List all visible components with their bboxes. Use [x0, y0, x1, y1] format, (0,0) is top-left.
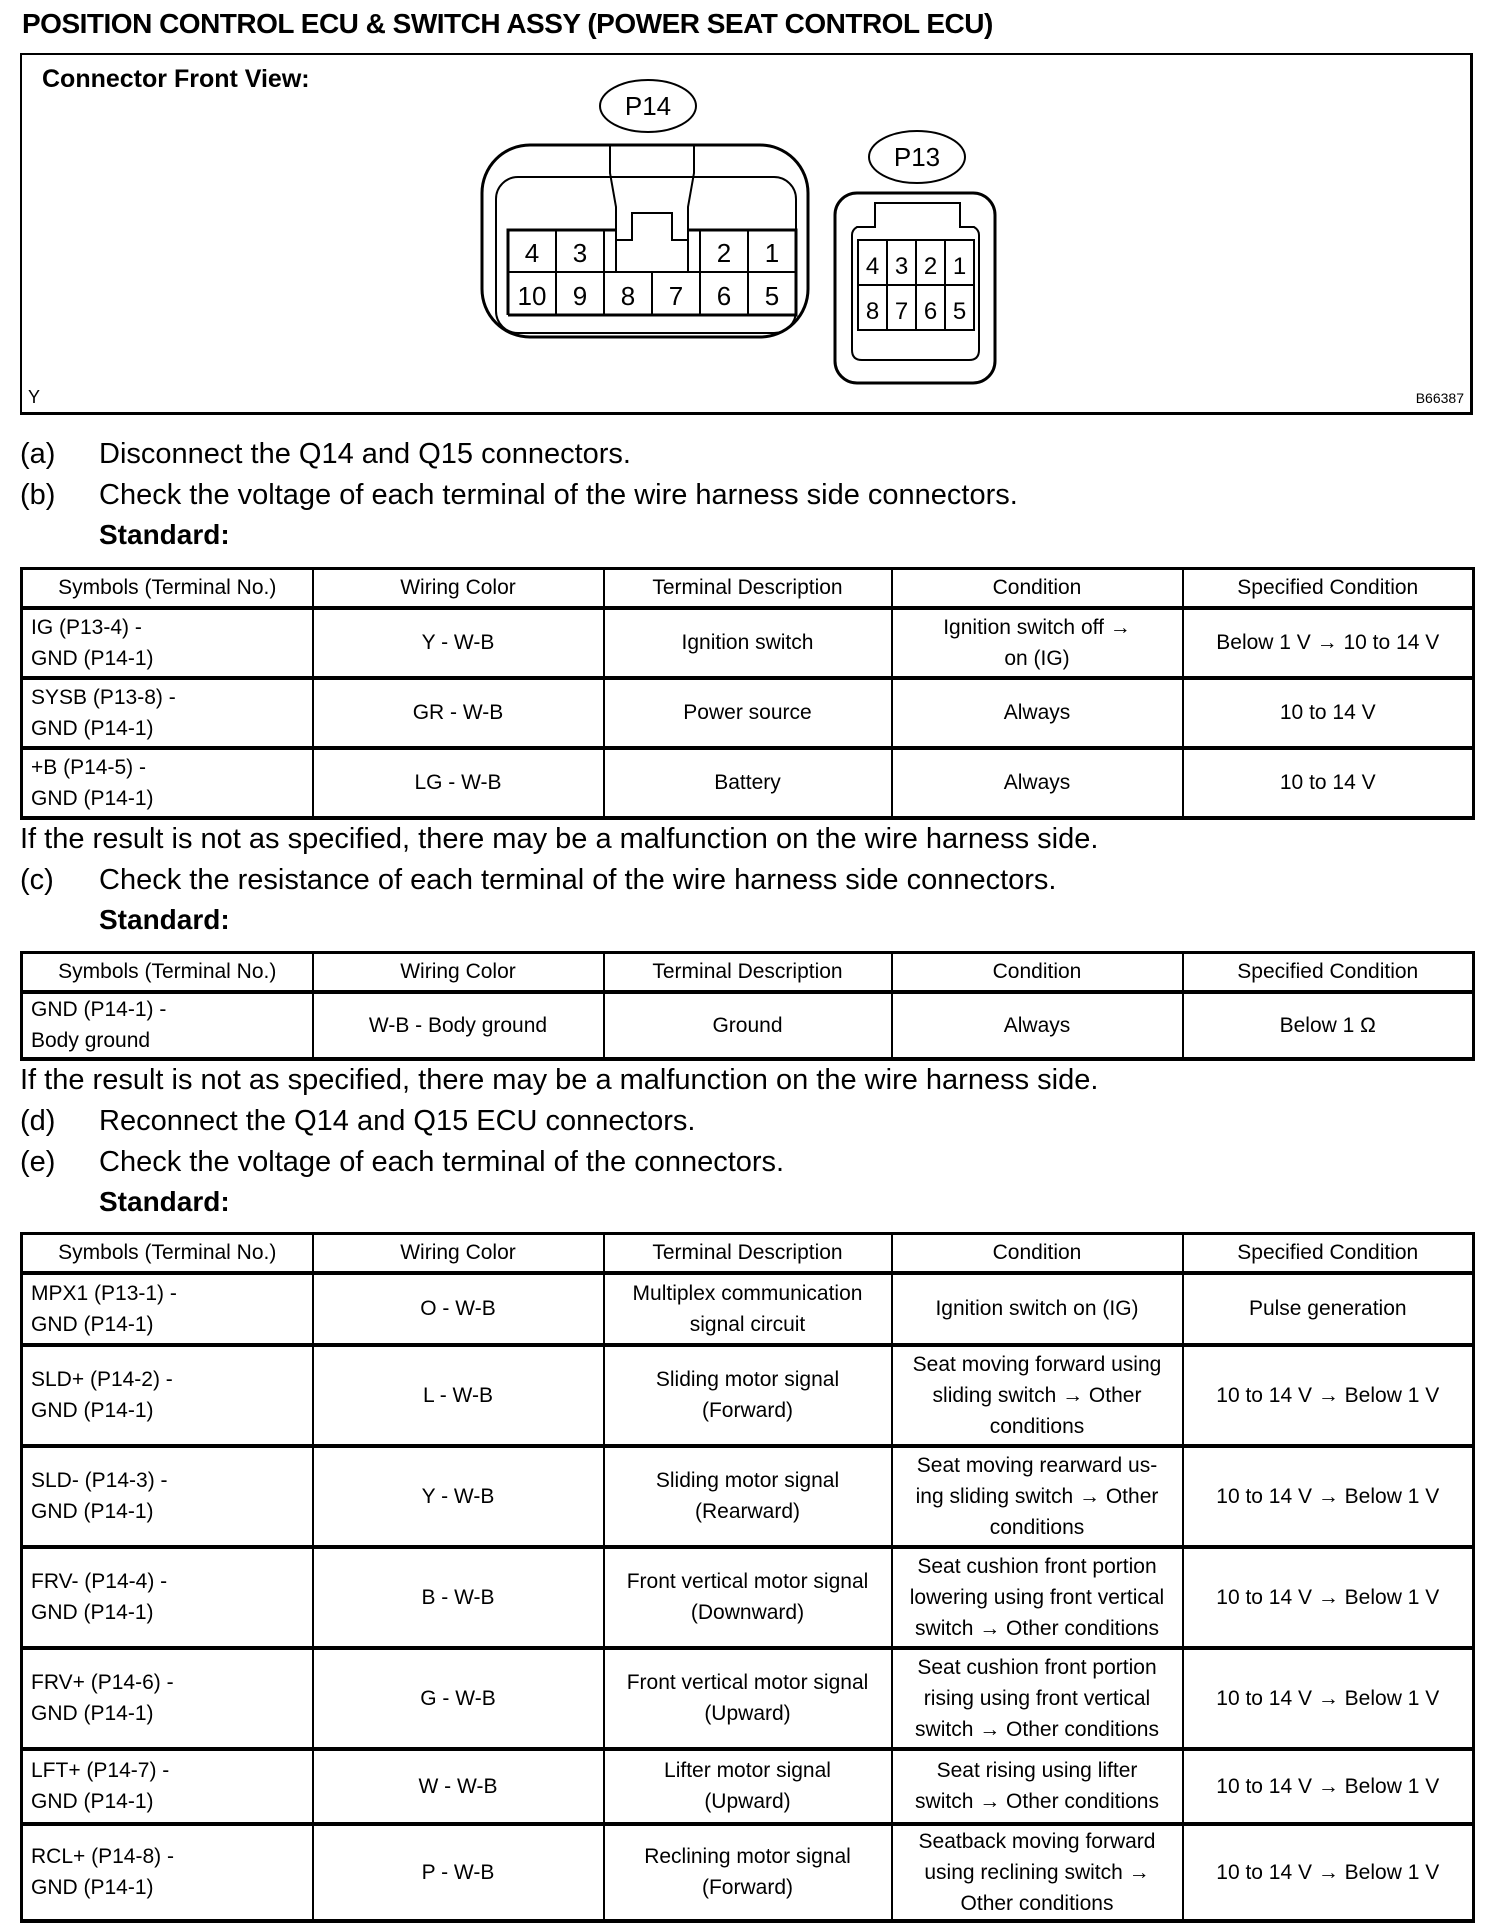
table-cell: RCL+ (P14-8) - GND (P14-1)	[22, 1824, 313, 1921]
column-header: Terminal Description	[604, 953, 892, 992]
table-cell: Below 1 Ω	[1183, 992, 1474, 1059]
table-cell: Ignition switch	[604, 608, 892, 678]
step-label: (b)	[20, 479, 56, 511]
voltage-table-harness	[20, 567, 1475, 820]
table-row	[22, 748, 1474, 818]
table-cell: Front vertical motor signal (Downward)	[604, 1547, 892, 1648]
table-cell: W - W-B	[313, 1749, 604, 1824]
terminal-number: 10	[517, 281, 547, 311]
terminal-number: 4	[524, 238, 540, 268]
column-header: Symbols (Terminal No.)	[22, 1234, 313, 1273]
table-cell: MPX1 (P13-1) - GND (P14-1)	[22, 1273, 313, 1345]
step-e	[20, 1146, 784, 1179]
table-row	[22, 992, 1474, 1059]
p14-label: P14	[624, 91, 672, 121]
terminal-number: 8	[620, 281, 636, 311]
step-label: (d)	[20, 1105, 56, 1137]
column-header: Terminal Description	[604, 569, 892, 608]
table-cell: FRV- (P14-4) - GND (P14-1)	[22, 1547, 313, 1648]
table-cell: Y - W-B	[313, 1446, 604, 1547]
table-cell: Seat rising using lifter switch → Other conditions	[892, 1749, 1183, 1824]
table-cell: Always	[892, 748, 1183, 818]
table-cell: 10 to 14 V → Below 1 V	[1183, 1749, 1474, 1824]
standard-label: Standard:	[99, 519, 230, 550]
table-row	[22, 1446, 1474, 1547]
standard-label: Standard:	[99, 1186, 230, 1217]
table-cell: +B (P14-5) - GND (P14-1)	[22, 748, 313, 818]
table-cell: Power source	[604, 678, 892, 748]
terminal-number: 5	[952, 298, 967, 325]
table-cell: Y - W-B	[313, 608, 604, 678]
terminal-number: 7	[668, 281, 684, 311]
table-header-row	[22, 1234, 1474, 1273]
table-cell: Lifter motor signal (Upward)	[604, 1749, 892, 1824]
terminal-number: 9	[572, 281, 588, 311]
table-cell: Below 1 V → 10 to 14 V	[1183, 608, 1474, 678]
column-header: Symbols (Terminal No.)	[22, 953, 313, 992]
table-row	[22, 1749, 1474, 1824]
step-label: (e)	[20, 1146, 56, 1178]
step-label: (a)	[20, 438, 56, 470]
table-row	[22, 678, 1474, 748]
result-note: If the result is not as specified, there may be a malfunction on the wire harness side.	[20, 823, 1099, 855]
column-header: Specified Condition	[1183, 569, 1474, 608]
table-cell: Always	[892, 992, 1183, 1059]
terminal-number: 5	[764, 281, 780, 311]
terminal-number: 2	[923, 253, 938, 280]
step-text: Check the resistance of each terminal of the wire harness side connectors.	[99, 864, 1057, 896]
terminal-number: 3	[894, 253, 909, 280]
step-label: (c)	[20, 864, 54, 896]
table-cell: Ground	[604, 992, 892, 1059]
terminal-number: 1	[764, 238, 780, 268]
column-header: Condition	[892, 569, 1183, 608]
table-cell: 10 to 14 V → Below 1 V	[1183, 1446, 1474, 1547]
table-cell: 10 to 14 V → Below 1 V	[1183, 1824, 1474, 1921]
table-row	[22, 1547, 1474, 1648]
table-row	[22, 1648, 1474, 1749]
table-cell: LFT+ (P14-7) - GND (P14-1)	[22, 1749, 313, 1824]
table-cell: FRV+ (P14-6) - GND (P14-1)	[22, 1648, 313, 1749]
table-cell: LG - W-B	[313, 748, 604, 818]
page-title: POSITION CONTROL ECU & SWITCH ASSY (POWER SEAT CONTROL ECU)	[22, 8, 993, 39]
terminal-number: 7	[894, 298, 909, 325]
terminal-number: 1	[952, 253, 967, 280]
table-cell: W-B - Body ground	[313, 992, 604, 1059]
table-cell: Seat moving rearward us- ing sliding switch → Other conditions	[892, 1446, 1183, 1547]
table-cell: Sliding motor signal (Rearward)	[604, 1446, 892, 1547]
table-header-row	[22, 953, 1474, 992]
column-header: Condition	[892, 1234, 1183, 1273]
terminal-number: 8	[865, 298, 880, 325]
table-cell: Multiplex communication signal circuit	[604, 1273, 892, 1345]
resistance-table	[20, 951, 1475, 1061]
voltage-table-connectors	[20, 1232, 1475, 1923]
connector-diagram	[22, 55, 1470, 412]
table-cell: 10 to 14 V	[1183, 748, 1474, 818]
column-header: Specified Condition	[1183, 953, 1474, 992]
table-cell: SLD+ (P14-2) - GND (P14-1)	[22, 1345, 313, 1446]
table-cell: Front vertical motor signal (Upward)	[604, 1648, 892, 1749]
step-a	[20, 438, 631, 471]
figure-label: Connector Front View:	[42, 65, 310, 93]
terminal-number: 2	[716, 238, 732, 268]
step-text: Disconnect the Q14 and Q15 connectors.	[99, 438, 631, 470]
column-header: Wiring Color	[313, 569, 604, 608]
table-cell: Pulse generation	[1183, 1273, 1474, 1345]
table-cell: Ignition switch on (IG)	[892, 1273, 1183, 1345]
step-text: Check the voltage of each terminal of the connectors.	[99, 1146, 785, 1178]
table-cell: L - W-B	[313, 1345, 604, 1446]
table-cell: Battery	[604, 748, 892, 818]
table-cell: 10 to 14 V → Below 1 V	[1183, 1345, 1474, 1446]
step-text: Check the voltage of each terminal of the wire harness side connectors.	[99, 479, 1018, 511]
terminal-number: 6	[716, 281, 732, 311]
table-cell: 10 to 14 V → Below 1 V	[1183, 1547, 1474, 1648]
table-cell: O - W-B	[313, 1273, 604, 1345]
figure-code-left: Y	[28, 387, 41, 407]
table-cell: Seatback moving forward using reclining switch → Other conditions	[892, 1824, 1183, 1921]
standard-label: Standard:	[99, 904, 230, 935]
column-header: Wiring Color	[313, 1234, 604, 1273]
table-cell: G - W-B	[313, 1648, 604, 1749]
table-cell: IG (P13-4) - GND (P14-1)	[22, 608, 313, 678]
table-cell: Sliding motor signal (Forward)	[604, 1345, 892, 1446]
step-b	[20, 479, 1018, 512]
p13-label: P13	[893, 142, 941, 172]
table-cell: 10 to 14 V	[1183, 678, 1474, 748]
column-header: Symbols (Terminal No.)	[22, 569, 313, 608]
table-row	[22, 1345, 1474, 1446]
table-cell: GR - W-B	[313, 678, 604, 748]
table-header-row	[22, 569, 1474, 608]
table-cell: Seat cushion front portion rising using front vertical switch → Other conditions	[892, 1648, 1183, 1749]
table-cell: Seat moving forward using sliding switch → Other conditions	[892, 1345, 1183, 1446]
table-cell: 10 to 14 V → Below 1 V	[1183, 1648, 1474, 1749]
column-header: Terminal Description	[604, 1234, 892, 1273]
column-header: Specified Condition	[1183, 1234, 1474, 1273]
figure-code-right: B66387	[1415, 390, 1464, 406]
column-header: Wiring Color	[313, 953, 604, 992]
table-cell: Seat cushion front portion lowering using front vertical switch → Other conditions	[892, 1547, 1183, 1648]
step-d	[20, 1105, 695, 1138]
terminal-number: 4	[865, 253, 880, 280]
table-cell: SYSB (P13-8) - GND (P14-1)	[22, 678, 313, 748]
table-row	[22, 1824, 1474, 1921]
terminal-number: 3	[572, 238, 588, 268]
step-c	[20, 864, 1056, 897]
result-note: If the result is not as specified, there may be a malfunction on the wire harness side.	[20, 1064, 1099, 1096]
table-cell: GND (P14-1) - Body ground	[22, 992, 313, 1059]
p13-terminals	[858, 240, 974, 330]
table-cell: Always	[892, 678, 1183, 748]
table-cell: P - W-B	[313, 1824, 604, 1921]
table-cell: Ignition switch off → on (IG)	[892, 608, 1183, 678]
terminal-number: 6	[923, 298, 938, 325]
table-cell: SLD- (P14-3) - GND (P14-1)	[22, 1446, 313, 1547]
table-row	[22, 1273, 1474, 1345]
step-text: Reconnect the Q14 and Q15 ECU connectors.	[99, 1105, 696, 1137]
table-row	[22, 608, 1474, 678]
connector-figure	[20, 53, 1473, 415]
table-cell: B - W-B	[313, 1547, 604, 1648]
table-cell: Reclining motor signal (Forward)	[604, 1824, 892, 1921]
column-header: Condition	[892, 953, 1183, 992]
